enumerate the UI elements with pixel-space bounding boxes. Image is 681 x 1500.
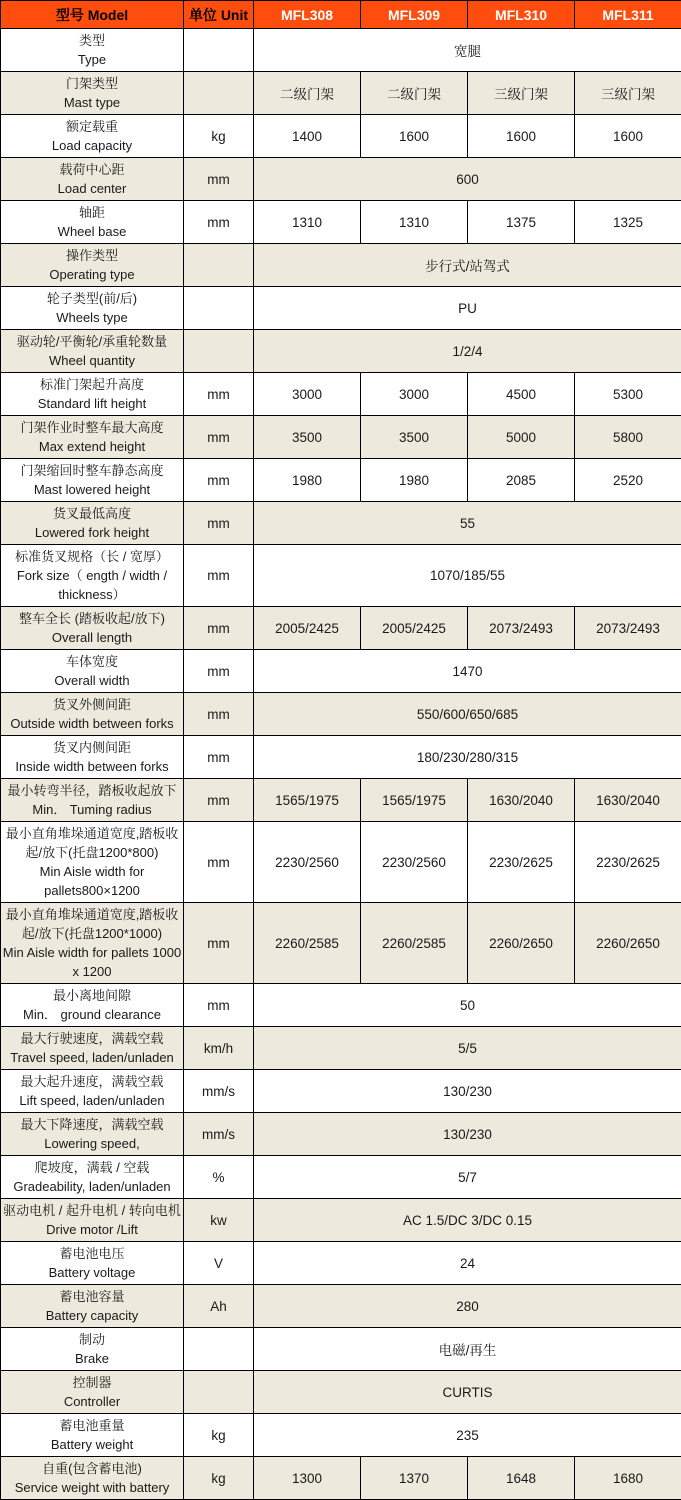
spec-label-cell [1, 1371, 184, 1414]
spec-label-zh: 蓄电池容量 [2, 1287, 182, 1306]
spec-label-zh: 制动 [2, 1330, 182, 1349]
spec-label-en: Min． Tuming radius [2, 800, 182, 819]
spec-label-en: Controller [2, 1392, 182, 1411]
spec-label-en: Wheels type [2, 308, 182, 327]
spec-label-cell [1, 158, 184, 201]
value-cell: 5000 [468, 416, 575, 459]
spec-label-zh: 类型 [2, 31, 182, 50]
spec-label-cell [1, 822, 184, 903]
spec-label-en: Fork size（ ength / width / thickness） [2, 566, 182, 604]
spec-label-zh: 轮子类型(前/后) [2, 289, 182, 308]
header-model-mfl310: MFL310 [468, 1, 575, 29]
spec-label-en: Load capacity [2, 136, 182, 155]
value-cell: 5800 [575, 416, 681, 459]
spec-label-en: Gradeability, laden/unladen [2, 1177, 182, 1196]
value-cell: 2260/2650 [575, 903, 681, 984]
value-cell-all-models: PU [254, 287, 681, 330]
value-cell-all-models: 55 [254, 502, 681, 545]
spec-label-zh: 最小直角堆垛通道宽度,踏板收起/放下(托盘1200*1000) [2, 905, 182, 943]
value-cell-all-models: 1/2/4 [254, 330, 681, 373]
value-cell-all-models: 130/230 [254, 1113, 681, 1156]
value-cell-all-models: 550/600/650/685 [254, 693, 681, 736]
spec-label-en: Type [2, 50, 182, 69]
table-row [1, 330, 681, 373]
unit-cell [184, 1328, 254, 1371]
table-row [1, 984, 681, 1027]
spec-label-cell [1, 459, 184, 502]
unit-cell: kg [184, 1457, 254, 1500]
spec-label-zh: 门架类型 [2, 74, 182, 93]
value-cell: 1630/2040 [468, 779, 575, 822]
spec-label-zh: 门架作业时整车最大高度 [2, 418, 182, 437]
unit-cell [184, 72, 254, 115]
unit-cell: Ah [184, 1285, 254, 1328]
value-cell-all-models: 1470 [254, 650, 681, 693]
spec-label-en: Standard lift height [2, 394, 182, 413]
unit-cell [184, 1371, 254, 1414]
value-cell: 1980 [254, 459, 361, 502]
spec-label-zh: 货叉最低高度 [2, 504, 182, 523]
spec-label-en: Min． ground clearance [2, 1005, 182, 1024]
value-cell: 1565/1975 [254, 779, 361, 822]
unit-cell [184, 330, 254, 373]
value-cell-all-models: 5/5 [254, 1027, 681, 1070]
value-cell: 1980 [361, 459, 468, 502]
unit-cell: V [184, 1242, 254, 1285]
header-unit-label: 单位 Unit [184, 1, 254, 29]
table-row [1, 1113, 681, 1156]
value-cell: 1375 [468, 201, 575, 244]
header-model-mfl311: MFL311 [575, 1, 681, 29]
spec-label-cell [1, 115, 184, 158]
spec-label-cell [1, 416, 184, 459]
spec-label-zh: 载荷中心距 [2, 160, 182, 179]
spec-label-en: Battery capacity [2, 1306, 182, 1325]
value-cell: 2005/2425 [361, 607, 468, 650]
table-row [1, 115, 681, 158]
spec-label-en: Max extend height [2, 437, 182, 456]
table-row [1, 1070, 681, 1113]
value-cell: 2005/2425 [254, 607, 361, 650]
unit-cell: mm/s [184, 1113, 254, 1156]
value-cell: 3500 [254, 416, 361, 459]
table-row [1, 201, 681, 244]
spec-label-cell [1, 1242, 184, 1285]
value-cell: 1565/1975 [361, 779, 468, 822]
spec-label-zh: 货叉外侧间距 [2, 695, 182, 714]
value-cell: 2230/2625 [468, 822, 575, 903]
table-row [1, 822, 681, 903]
table-header [1, 1, 681, 29]
spec-label-cell [1, 1113, 184, 1156]
spec-label-cell [1, 903, 184, 984]
unit-cell: mm [184, 607, 254, 650]
unit-cell: % [184, 1156, 254, 1199]
spec-label-zh: 最大起升速度，满载空载 [2, 1072, 182, 1091]
table-row [1, 1156, 681, 1199]
value-cell: 5300 [575, 373, 681, 416]
unit-cell: mm [184, 545, 254, 607]
spec-label-zh: 车体宽度 [2, 652, 182, 671]
value-cell: 2520 [575, 459, 681, 502]
value-cell-all-models: 600 [254, 158, 681, 201]
spec-label-zh: 爬坡度，满载 / 空载 [2, 1158, 182, 1177]
unit-cell: mm/s [184, 1070, 254, 1113]
spec-label-en: Load center [2, 179, 182, 198]
spec-label-en: Mast type [2, 93, 182, 112]
value-cell: 三级门架 [468, 72, 575, 115]
unit-cell: mm [184, 416, 254, 459]
unit-cell: km/h [184, 1027, 254, 1070]
spec-label-en: Lowered fork height [2, 523, 182, 542]
value-cell-all-models: 24 [254, 1242, 681, 1285]
spec-label-cell [1, 1285, 184, 1328]
value-cell: 2085 [468, 459, 575, 502]
unit-cell: mm [184, 693, 254, 736]
unit-cell: mm [184, 903, 254, 984]
unit-cell: mm [184, 822, 254, 903]
value-cell: 1648 [468, 1457, 575, 1500]
unit-cell: kg [184, 115, 254, 158]
spec-label-cell [1, 373, 184, 416]
unit-cell: mm [184, 650, 254, 693]
spec-label-cell [1, 1414, 184, 1457]
value-cell: 1400 [254, 115, 361, 158]
spec-label-cell [1, 1156, 184, 1199]
spec-label-zh: 轴距 [2, 203, 182, 222]
spec-label-en: Overall width [2, 671, 182, 690]
value-cell: 2230/2625 [575, 822, 681, 903]
value-cell-all-models: 电磁/再生 [254, 1328, 681, 1371]
unit-cell [184, 29, 254, 72]
spec-label-zh: 最大下降速度，满载空载 [2, 1115, 182, 1134]
spec-label-en: Service weight with battery [2, 1478, 182, 1497]
value-cell: 3000 [361, 373, 468, 416]
table-row [1, 72, 681, 115]
table-row [1, 459, 681, 502]
spec-label-zh: 驱动电机 / 起升电机 / 转向电机 [2, 1201, 182, 1220]
spec-label-zh: 额定载重 [2, 117, 182, 136]
spec-label-en: Operating type [2, 265, 182, 284]
value-cell: 三级门架 [575, 72, 681, 115]
unit-cell: mm [184, 373, 254, 416]
spec-label-cell [1, 1027, 184, 1070]
spec-label-cell [1, 330, 184, 373]
spec-label-en: Overall length [2, 628, 182, 647]
spec-label-zh: 最大行驶速度，满载空载 [2, 1029, 182, 1048]
spec-label-cell [1, 693, 184, 736]
value-cell: 3000 [254, 373, 361, 416]
value-cell: 2260/2585 [254, 903, 361, 984]
spec-label-cell [1, 201, 184, 244]
value-cell-all-models: 1070/185/55 [254, 545, 681, 607]
spec-label-zh: 最小离地间隙 [2, 986, 182, 1005]
unit-cell [184, 244, 254, 287]
unit-cell: mm [184, 459, 254, 502]
unit-cell: kg [184, 1414, 254, 1457]
value-cell-all-models: 5/7 [254, 1156, 681, 1199]
spec-label-cell [1, 779, 184, 822]
table-row [1, 1328, 681, 1371]
spec-label-zh: 标准货叉规格（长 / 宽厚） [2, 547, 182, 566]
spec-label-zh: 蓄电池电压 [2, 1244, 182, 1263]
spec-label-cell [1, 1457, 184, 1500]
value-cell: 2073/2493 [575, 607, 681, 650]
spec-label-zh: 操作类型 [2, 246, 182, 265]
unit-cell: mm [184, 736, 254, 779]
value-cell: 1600 [575, 115, 681, 158]
value-cell: 1680 [575, 1457, 681, 1500]
table-row [1, 650, 681, 693]
value-cell-all-models: 235 [254, 1414, 681, 1457]
header-model-mfl308: MFL308 [254, 1, 361, 29]
spec-label-zh: 自重(包含蓄电池) [2, 1459, 182, 1478]
table-row [1, 416, 681, 459]
value-cell: 1630/2040 [575, 779, 681, 822]
value-cell-all-models: 50 [254, 984, 681, 1027]
value-cell: 1325 [575, 201, 681, 244]
spec-label-zh: 门架缩回时整车静态高度 [2, 461, 182, 480]
table-row [1, 1414, 681, 1457]
unit-cell: mm [184, 158, 254, 201]
table-body [1, 29, 681, 1500]
unit-cell: mm [184, 201, 254, 244]
value-cell: 二级门架 [254, 72, 361, 115]
value-cell: 1310 [254, 201, 361, 244]
value-cell: 1300 [254, 1457, 361, 1500]
table-row [1, 1242, 681, 1285]
table-row [1, 1457, 681, 1500]
table-row [1, 29, 681, 72]
spec-label-en: Wheel quantity [2, 351, 182, 370]
header-model-mfl309: MFL309 [361, 1, 468, 29]
table-row [1, 1285, 681, 1328]
value-cell: 二级门架 [361, 72, 468, 115]
unit-cell: mm [184, 779, 254, 822]
value-cell-all-models: AC 1.5/DC 3/DC 0.15 [254, 1199, 681, 1242]
spec-label-zh: 货叉内侧间距 [2, 738, 182, 757]
header-model-label: 型号 Model [1, 1, 184, 29]
spec-label-cell [1, 1070, 184, 1113]
unit-cell [184, 287, 254, 330]
spec-label-en: Lift speed, laden/unladen [2, 1091, 182, 1110]
value-cell: 2260/2650 [468, 903, 575, 984]
unit-cell: mm [184, 502, 254, 545]
table-row [1, 1027, 681, 1070]
spec-label-cell [1, 650, 184, 693]
spec-label-zh: 控制器 [2, 1373, 182, 1392]
spec-label-cell [1, 1328, 184, 1371]
unit-cell: mm [184, 984, 254, 1027]
table-row [1, 287, 681, 330]
spec-label-zh: 标准门架起升高度 [2, 375, 182, 394]
value-cell: 2073/2493 [468, 607, 575, 650]
spec-label-en: Travel speed, laden/unladen [2, 1048, 182, 1067]
spec-label-en: Min Aisle width for pallets 1000 x 1200 [2, 943, 182, 981]
value-cell: 2230/2560 [361, 822, 468, 903]
value-cell: 3500 [361, 416, 468, 459]
spec-label-en: Mast lowered height [2, 480, 182, 499]
table-row [1, 1371, 681, 1414]
value-cell: 1310 [361, 201, 468, 244]
value-cell-all-models: 宽腿 [254, 29, 681, 72]
spec-label-zh: 驱动轮/平衡轮/承重轮数量 [2, 332, 182, 351]
spec-label-cell [1, 1199, 184, 1242]
value-cell-all-models: 130/230 [254, 1070, 681, 1113]
table-row [1, 903, 681, 984]
value-cell: 1370 [361, 1457, 468, 1500]
spec-label-cell [1, 545, 184, 607]
spec-label-cell [1, 736, 184, 779]
value-cell: 2260/2585 [361, 903, 468, 984]
spec-label-en: Battery voltage [2, 1263, 182, 1282]
table-row [1, 1199, 681, 1242]
spec-label-cell [1, 984, 184, 1027]
table-row [1, 545, 681, 607]
table-row [1, 607, 681, 650]
spec-label-cell [1, 287, 184, 330]
value-cell: 2230/2560 [254, 822, 361, 903]
value-cell: 1600 [468, 115, 575, 158]
spec-label-cell [1, 29, 184, 72]
value-cell: 4500 [468, 373, 575, 416]
value-cell-all-models: CURTIS [254, 1371, 681, 1414]
table-row [1, 158, 681, 201]
spec-label-zh: 最小直角堆垛通道宽度,踏板收起/放下(托盘1200*800) [2, 824, 182, 862]
table-row [1, 693, 681, 736]
spec-label-zh: 蓄电池重量 [2, 1416, 182, 1435]
header-row [1, 1, 681, 29]
spec-label-cell [1, 72, 184, 115]
table-row [1, 502, 681, 545]
spec-label-zh: 整车全长 (踏板收起/放下) [2, 609, 182, 628]
spec-label-cell [1, 244, 184, 287]
value-cell: 1600 [361, 115, 468, 158]
spec-label-cell [1, 502, 184, 545]
spec-label-en: Min Aisle width for pallets800×1200 [2, 862, 182, 900]
spec-label-en: Outside width between forks [2, 714, 182, 733]
spec-label-cell [1, 607, 184, 650]
value-cell-all-models: 280 [254, 1285, 681, 1328]
spec-label-en: Battery weight [2, 1435, 182, 1454]
table-row [1, 736, 681, 779]
spec-label-en: Brake [2, 1349, 182, 1368]
spec-label-en: Inside width between forks [2, 757, 182, 776]
unit-cell: kw [184, 1199, 254, 1242]
spec-label-en: Drive motor /Lift [2, 1220, 182, 1239]
spec-label-en: Wheel base [2, 222, 182, 241]
value-cell-all-models: 步行式/站驾式 [254, 244, 681, 287]
spec-label-en: Lowering speed, [2, 1134, 182, 1153]
spec-label-zh: 最小转弯半径，踏板收起放下 [2, 781, 182, 800]
table-row [1, 373, 681, 416]
table-row [1, 779, 681, 822]
value-cell-all-models: 180/230/280/315 [254, 736, 681, 779]
table-row [1, 244, 681, 287]
